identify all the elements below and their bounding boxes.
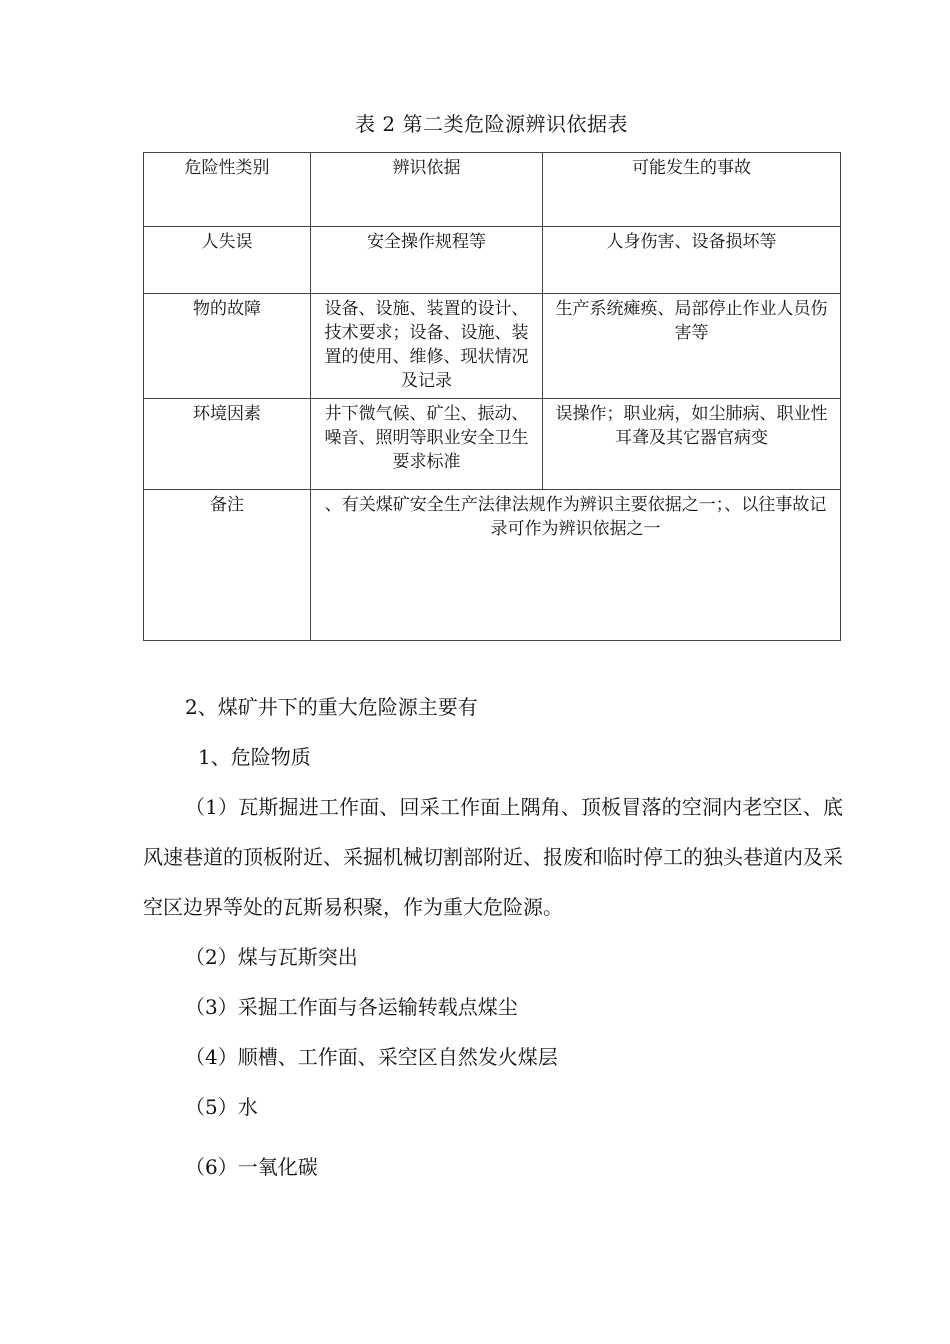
hazard-identification-table [143, 152, 841, 641]
header-cell-basis: 辨识依据 [311, 153, 543, 227]
table-cell: 环境因素 [144, 399, 311, 490]
section-heading: 2、煤矿井下的重大危险源主要有 [185, 695, 478, 719]
list-item: （2）煤与瓦斯突出 [185, 945, 358, 969]
header-cell-accident: 可能发生的事故 [543, 153, 841, 227]
table-cell: 人失误 [144, 227, 311, 294]
table-cell: 安全操作规程等 [311, 227, 543, 294]
list-item: （6）一氧化碳 [185, 1155, 318, 1179]
table-row [144, 399, 841, 490]
section-paragraph: （1）瓦斯掘进工作面、回采工作面上隅角、顶板冒落的空洞内老空区、底风速巷道的顶板附近、采掘机械切割部附近、报废和临时停工的独头巷道内及采空区边界等处的瓦斯易积聚，作为重大危险源。 [143, 795, 843, 919]
major-hazards-section [143, 682, 843, 1192]
header-cell-category: 危险性类别 [144, 153, 311, 227]
table-remark-row [144, 490, 841, 641]
table-cell: 人身伤害、设备损坏等 [543, 227, 841, 294]
table-cell: 物的故障 [144, 294, 311, 399]
list-item: （3）采掘工作面与各运输转载点煤尘 [185, 995, 518, 1019]
table-row [144, 227, 841, 294]
table-cell: 设备、设施、装置的设计、技术要求；设备、设施、装置的使用、维修、现状情况及记录 [311, 294, 543, 399]
table-row [144, 294, 841, 399]
list-item: （5）水 [185, 1095, 258, 1119]
remark-text: 、有关煤矿安全生产法律法规作为辨识主要依据之一；、以往事故记录可作为辨识依据之一 [311, 490, 841, 641]
list-item: （4）顺槽、工作面、采空区自然发火煤层 [185, 1045, 558, 1069]
table-cell: 井下微气候、矿尘、振动、噪音、照明等职业安全卫生要求标准 [311, 399, 543, 490]
table-title: 表 2 第二类危险源辨识依据表 [355, 112, 628, 136]
table-cell: 误操作；职业病，如尘肺病、职业性耳聋及其它器官病变 [543, 399, 841, 490]
table-header-row [144, 153, 841, 227]
table-cell: 生产系统瘫痪、局部停止作业人员伤害等 [543, 294, 841, 399]
remark-label: 备注 [144, 490, 311, 641]
section-subheading: 1、危险物质 [198, 745, 311, 769]
